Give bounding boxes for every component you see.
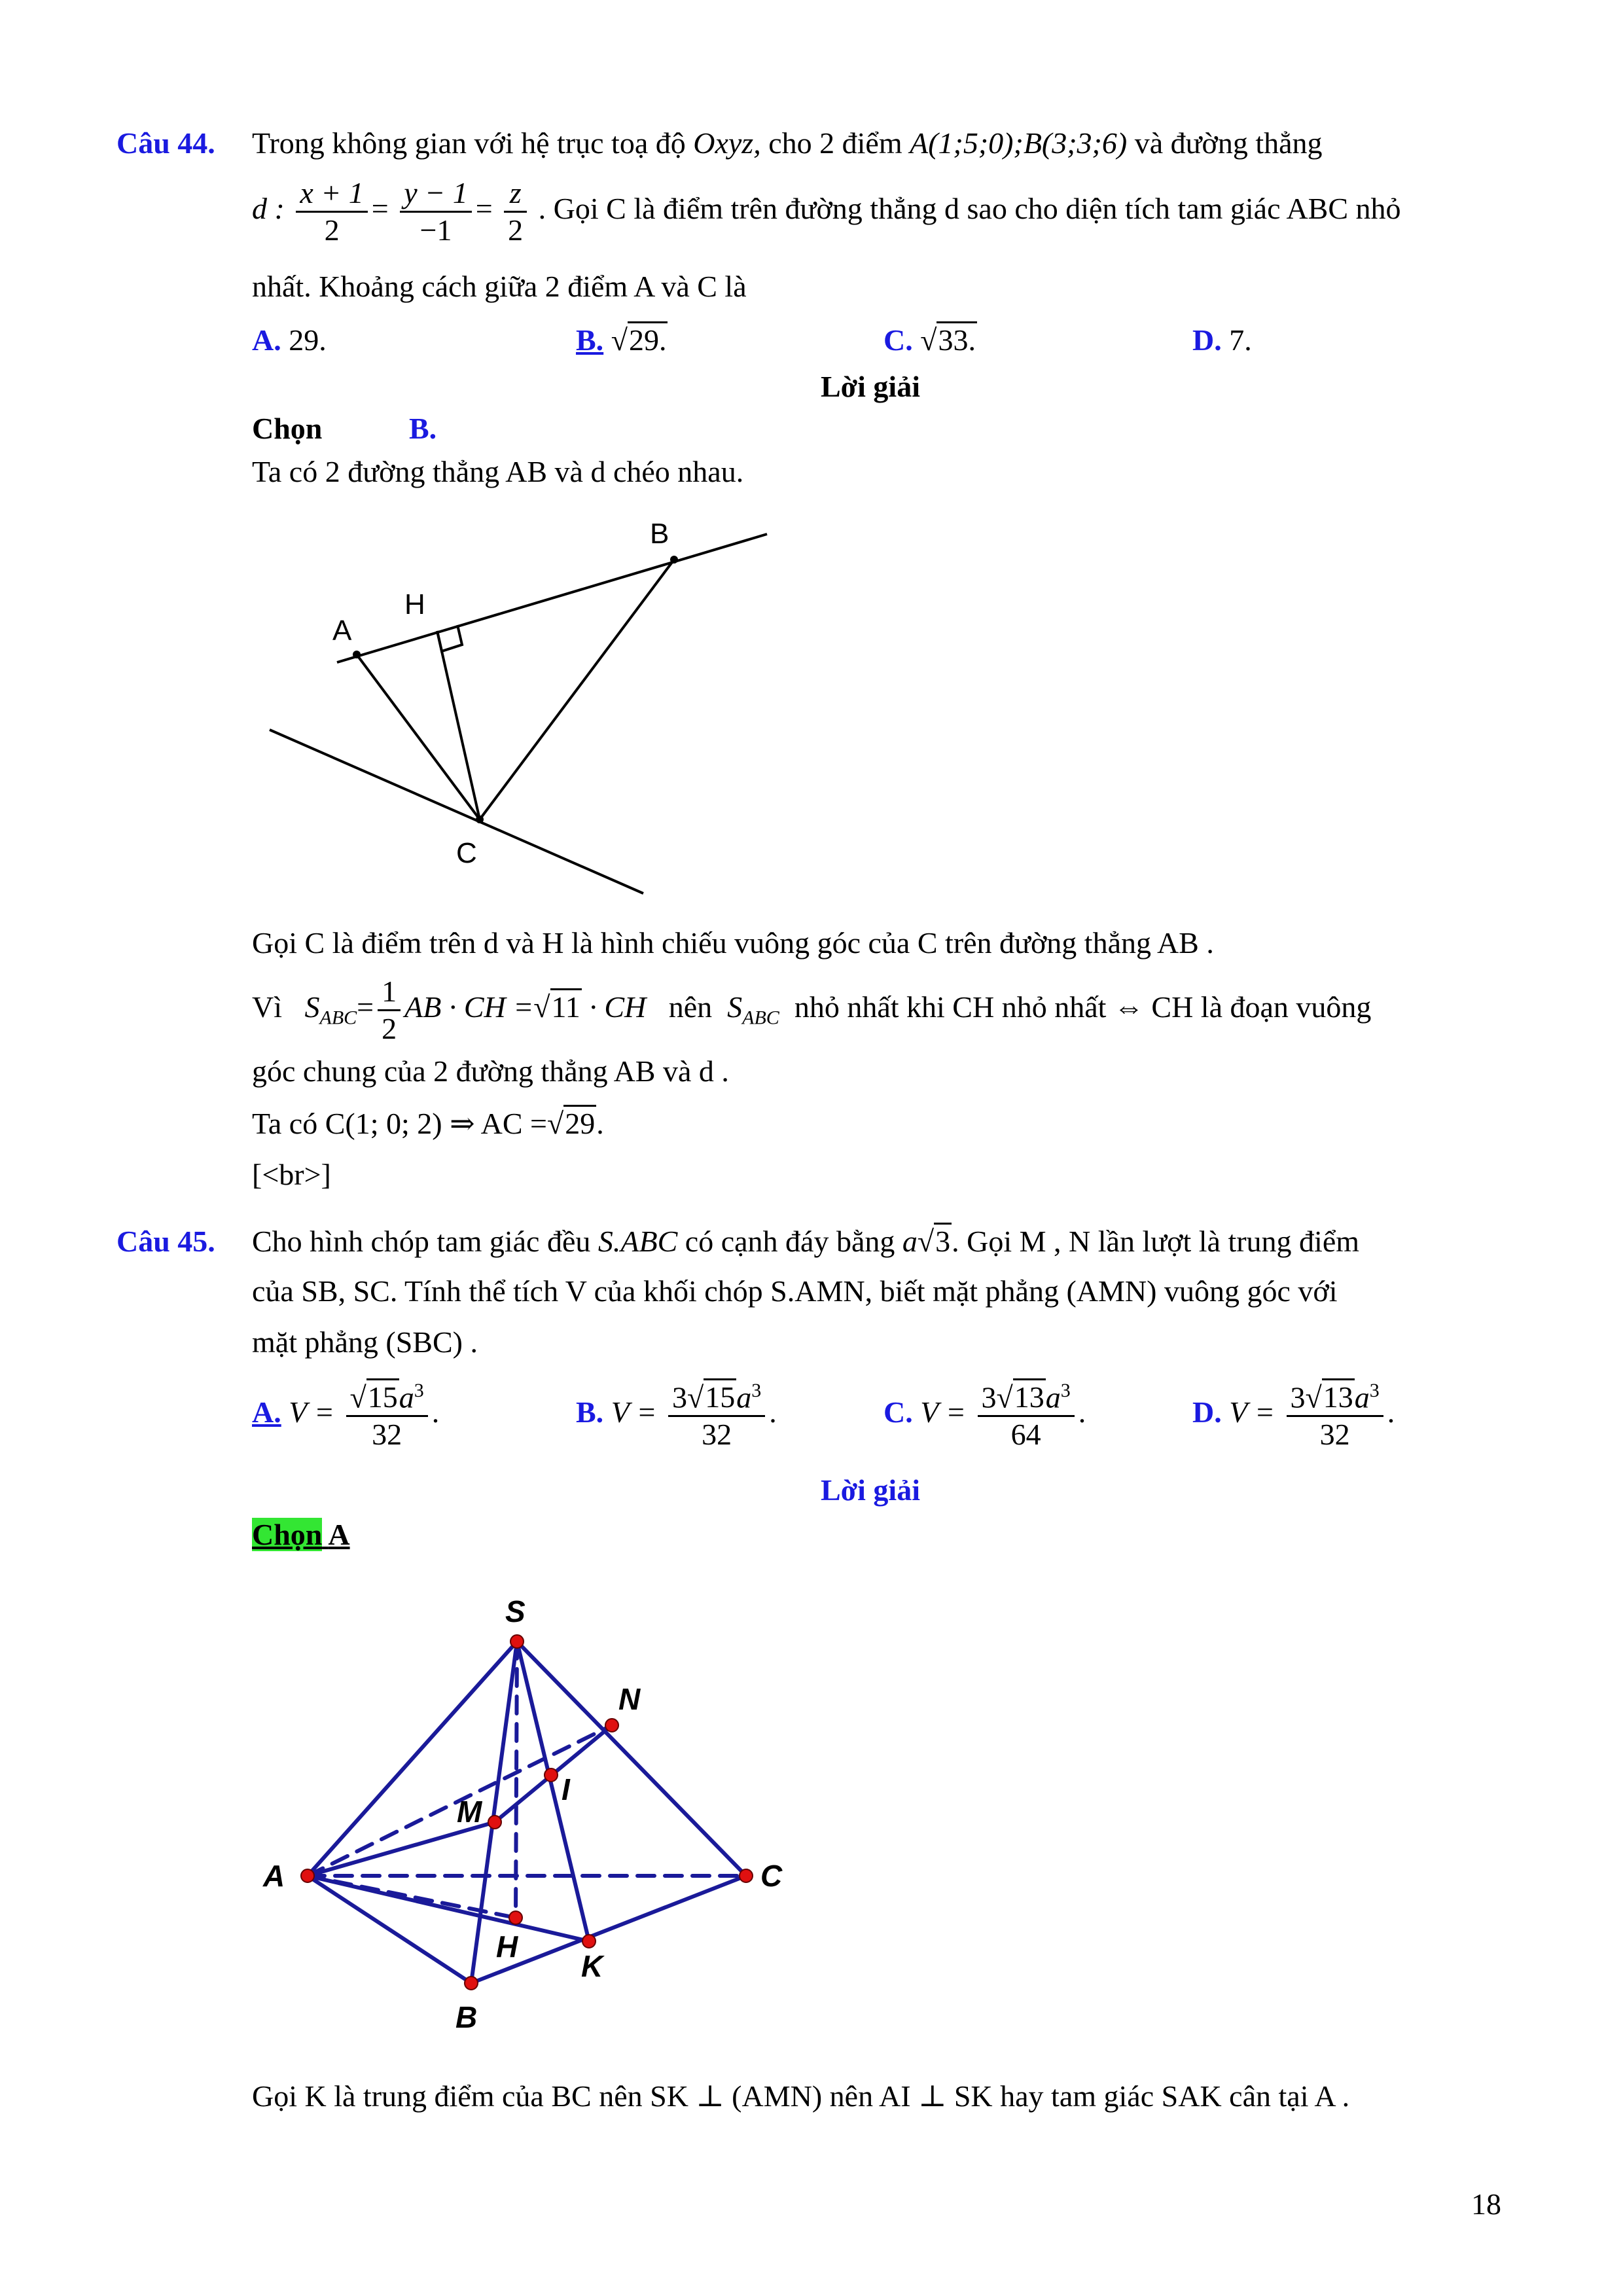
label-m: M: [457, 1795, 482, 1829]
q44-line2: d : $\frac{x + 1}{2}$ = $\frac{y - 1}{-1}$ = $\frac{z}{2}$ . Gọi C là điểm trên đường thẳng d sao cho diện tích tam giác ABC nhỏ: [252, 176, 1401, 247]
fraction-z: $\frac{z}{2}$: [504, 178, 527, 245]
q44-option-b: B. √29.: [576, 325, 668, 355]
point-n: [605, 1719, 618, 1732]
edge-sa: [308, 1641, 517, 1876]
q45-chon: Chọn A: [252, 1518, 350, 1551]
point-a2: [301, 1869, 314, 1882]
q44-text4: góc chung của 2 đường thẳng AB và d .: [252, 1054, 729, 1088]
label-a: A: [332, 615, 352, 647]
point-i: [544, 1768, 558, 1782]
q44-label: Câu 44.: [116, 126, 215, 160]
q44-chon: Chọn: [252, 412, 323, 445]
label-c: C: [456, 837, 477, 869]
label-a2: A: [263, 1859, 285, 1893]
q45-line1: Cho hình chóp tam giác đều S.ABC có cạnh đáy bằng a√3. Gọi M , N lần lượt là trung điểm: [252, 1227, 1359, 1257]
q45-option-d: D. V = $\frac{3√13a^3}{32}$ .: [1192, 1380, 1395, 1452]
q44-solution-title: Lời giải: [821, 370, 920, 403]
q44-chon-answer: B.: [409, 412, 437, 445]
q45-solution-title: Lời giải: [821, 1473, 920, 1507]
point-c2: [740, 1869, 753, 1882]
q44-option-a: A. 29.: [252, 323, 327, 357]
q44-text2: Gọi C là điểm trên d và H là hình chiếu vuông góc của C trên đường thẳng AB .: [252, 926, 1214, 960]
label-i: I: [562, 1772, 570, 1806]
segment-am: [308, 1822, 495, 1876]
label-c2: C: [760, 1859, 783, 1893]
point-s: [510, 1635, 524, 1648]
q44-text3: Vì $S_{ABC}=$ $\frac{1}{2}$ AB · CH =√11 · CH nên $S_{ABC}$ nhỏ nhất khi CH nhỏ nhất ⇔ CH là đoạn vuông: [252, 975, 1372, 1045]
q44-text5: Ta có C(1; 0; 2) ⇒ AC =√29.: [252, 1109, 604, 1139]
point-m: [488, 1816, 501, 1829]
label-n: N: [618, 1682, 641, 1716]
edge-sc: [517, 1641, 746, 1876]
q45-option-c: C. V = $\frac{3√13a^3}{64}$ .: [883, 1380, 1086, 1452]
q45-option-a: A. V = $\frac{√15a^3}{32}$ .: [252, 1380, 440, 1452]
q44-text1: Ta có 2 đường thẳng AB và d chéo nhau.: [252, 455, 744, 488]
q44-line1: Trong không gian với hệ trục toạ độ Oxyz, cho 2 điểm A(1;5;0);B(3;3;6) và đường thẳng: [252, 126, 1323, 160]
q44-line3: nhất. Khoảng cách giữa 2 điểm A và C là: [252, 270, 747, 303]
segment-sk: [517, 1641, 589, 1941]
q45-option-b: B. V = $\frac{3√15a^3}{32}$ .: [576, 1380, 777, 1452]
point-h: [509, 1911, 522, 1924]
label-s: S: [505, 1594, 526, 1628]
segment-sh-hidden: [516, 1641, 517, 1918]
point-k: [582, 1935, 596, 1948]
fraction-y: $\frac{y - 1}{-1}$: [400, 178, 471, 245]
point-b2: [465, 1977, 478, 1990]
fraction-x: $\frac{x + 1}{2}$: [296, 178, 367, 245]
label-h2: H: [496, 1929, 518, 1964]
label-k: K: [581, 1949, 603, 1983]
q45-last-line: Gọi K là trung điểm của BC nên SK ⊥ (AMN) nên AI ⊥ SK hay tam giác SAK cân tại A .: [252, 2079, 1350, 2113]
fraction-half: $\frac{1}{2}$: [378, 977, 401, 1044]
q45-label: Câu 45.: [116, 1225, 215, 1258]
label-b: B: [650, 518, 669, 550]
q45-line3: mặt phẳng (SBC) .: [252, 1325, 478, 1359]
q44-option-d: D. 7.: [1192, 323, 1252, 357]
q45-line2: của SB, SC. Tính thể tích V của khối chóp S.AMN, biết mặt phẳng (AMN) vuông góc với: [252, 1274, 1338, 1308]
page-number: 18: [1471, 2187, 1501, 2221]
q44-option-c: C. √33.: [883, 325, 977, 355]
label-h: H: [404, 588, 425, 620]
q44-br: [<br>]: [252, 1158, 331, 1191]
label-b2: B: [455, 2000, 478, 2034]
